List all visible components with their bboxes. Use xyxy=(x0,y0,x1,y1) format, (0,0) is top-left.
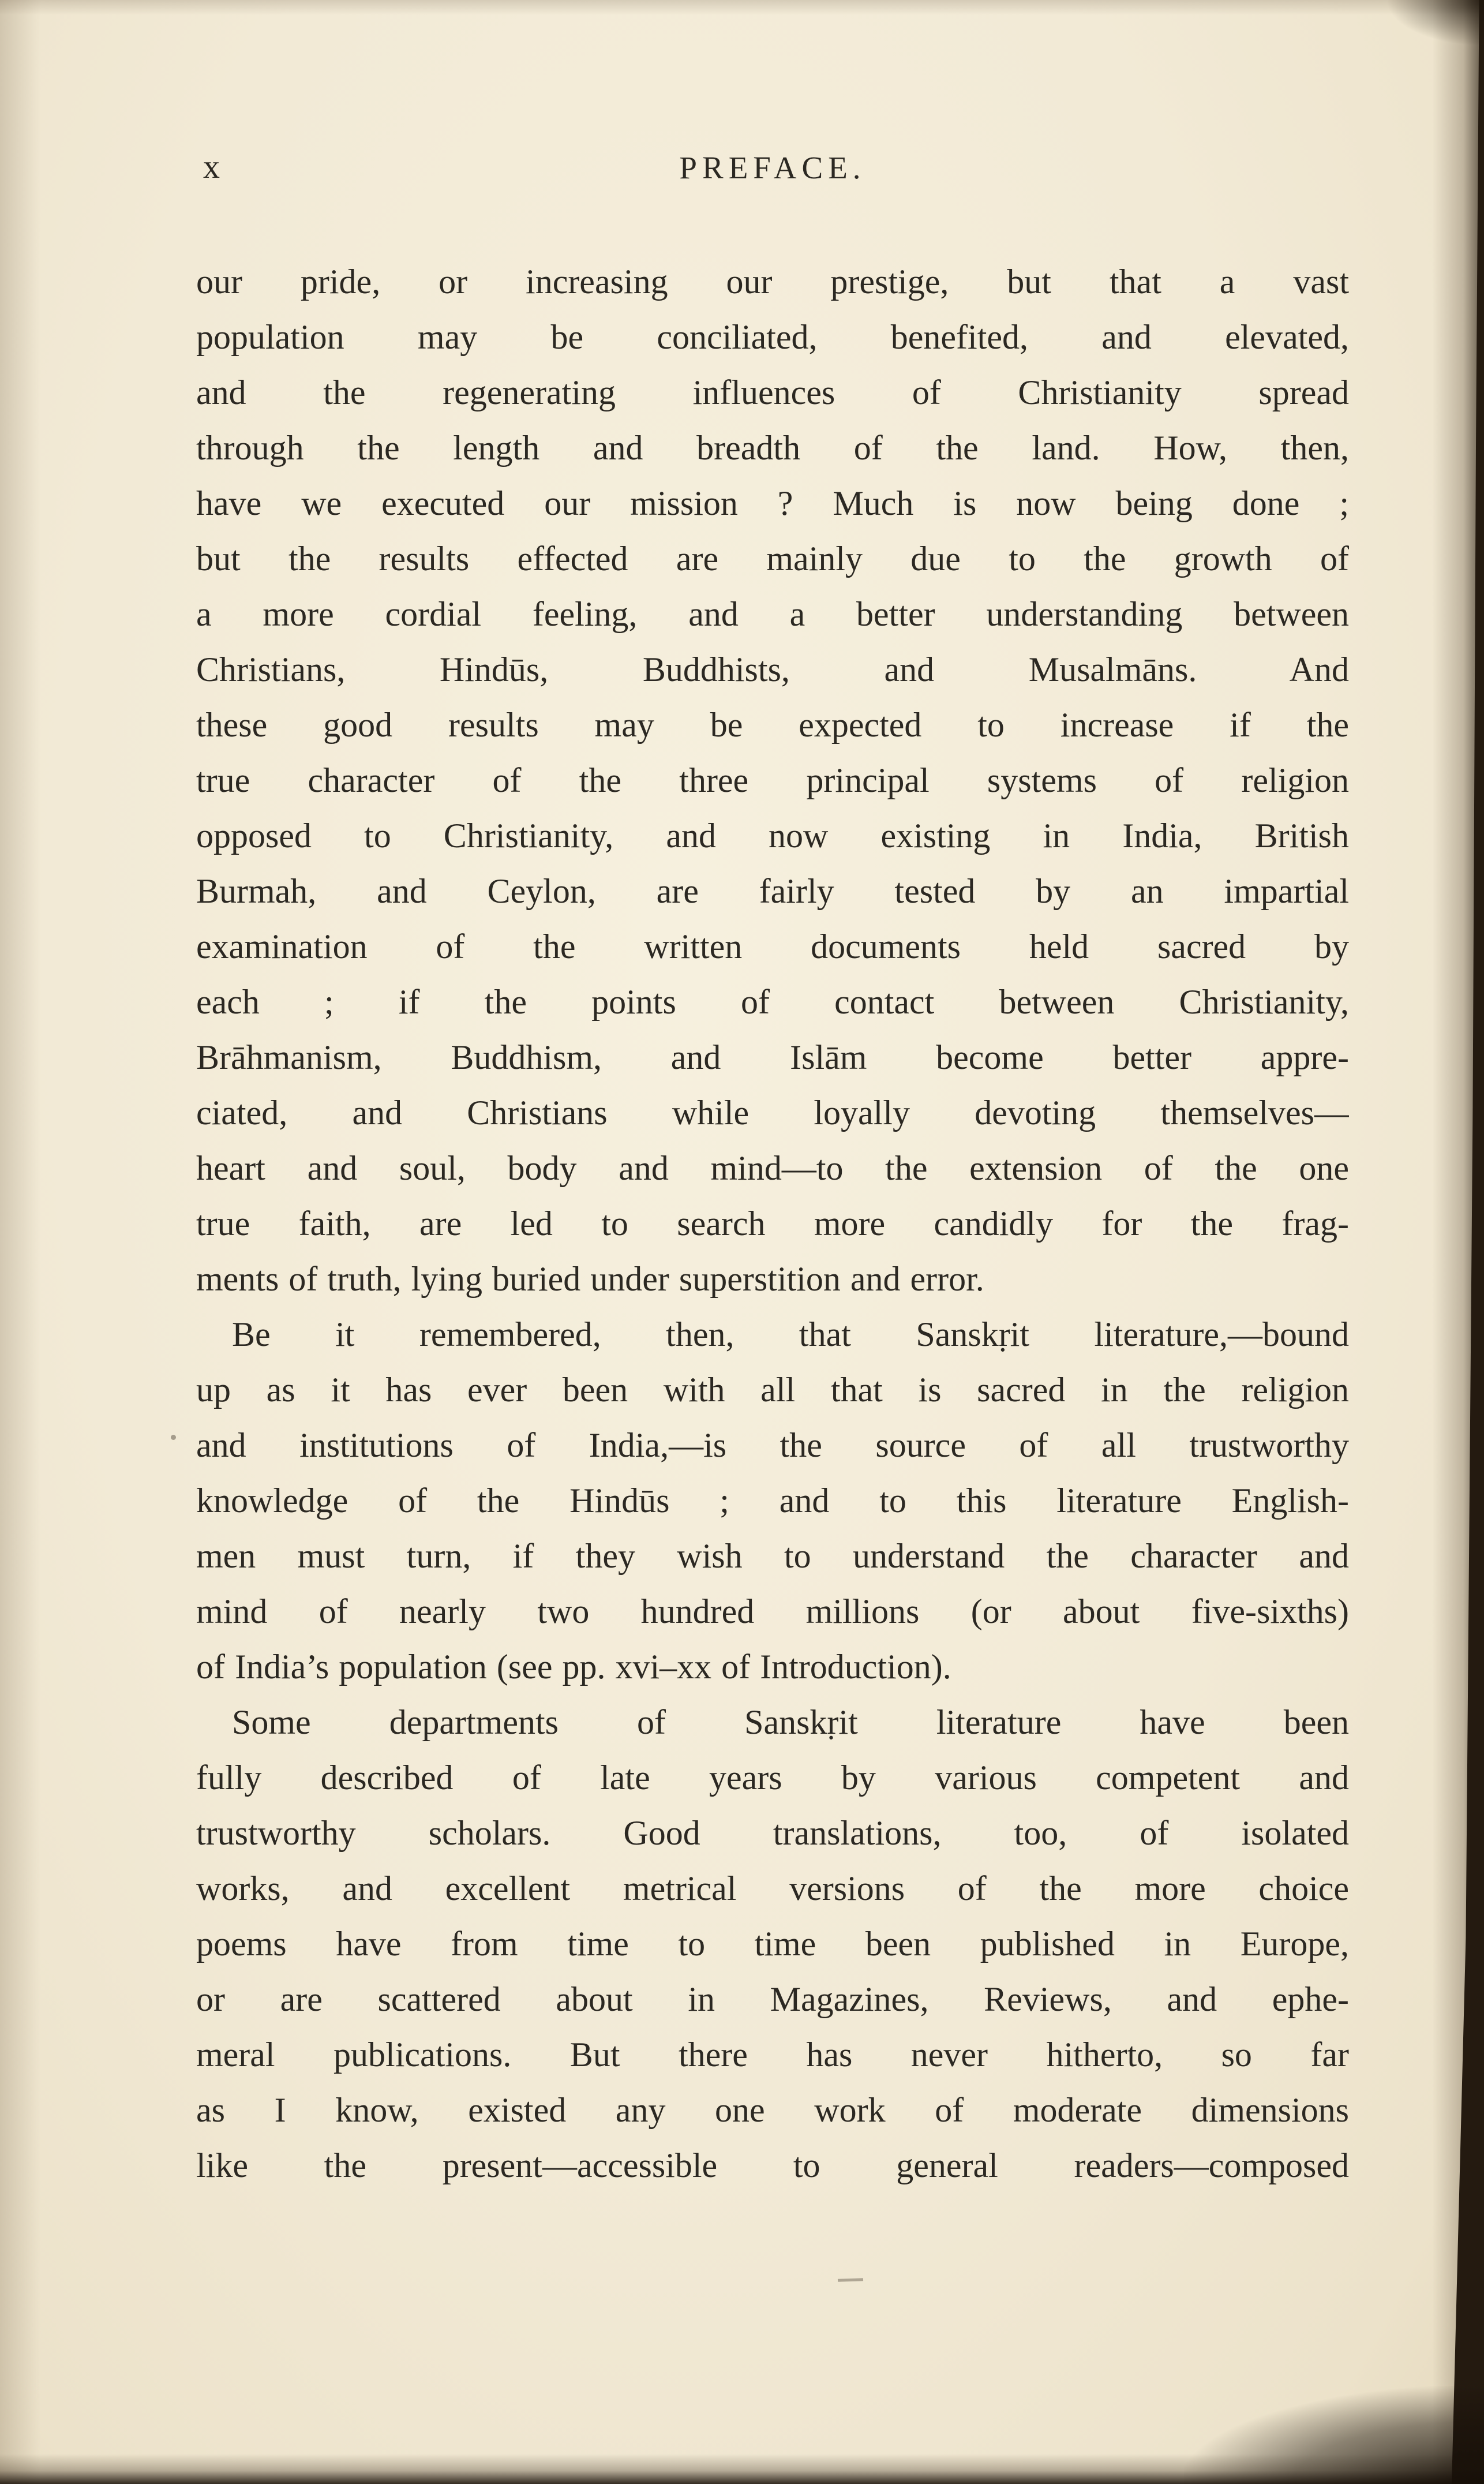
text-line: through the length and breadth of the land. How, then, xyxy=(196,429,1349,467)
text-line: and institutions of India,—is the source of all trustworthy xyxy=(196,1426,1349,1464)
text-line: Some departments of Sanskṛit literature have been xyxy=(232,1703,1349,1741)
body-text xyxy=(196,254,1349,2193)
text-line: have we executed our mission ? Much is now being done ; xyxy=(196,484,1349,522)
text-line: knowledge of the Hindūs ; and to this literature English- xyxy=(196,1482,1349,1520)
text-line: men must turn, if they wish to understand the character and xyxy=(196,1537,1349,1575)
text-line: as I know, existed any one work of moderate dimensions xyxy=(196,2091,1349,2129)
text-line: trustworthy scholars. Good translations, too, of isolated xyxy=(196,1814,1349,1852)
text-line: poems have from time to time been published in Europe, xyxy=(196,1925,1349,1963)
text-line: or are scattered about in Magazines, Reviews, and ephe- xyxy=(196,1980,1349,2018)
text-line: Burmah, and Ceylon, are fairly tested by an impartial xyxy=(196,872,1349,910)
text-line: ments of truth, lying buried under superstition and error. xyxy=(196,1260,984,1298)
text-line: true character of the three principal systems of religion xyxy=(196,761,1349,799)
text-line: of India’s population (see pp. xvi–xx of Introduction). xyxy=(196,1648,951,1686)
text-line: a more cordial feeling, and a better understanding between xyxy=(196,595,1349,633)
text-line: examination of the written documents held sacred by xyxy=(196,927,1349,966)
text-line: works, and excellent metrical versions of the more choice xyxy=(196,1869,1349,1907)
page-edge-shadow-right xyxy=(1432,0,1484,2484)
text-line: heart and soul, body and mind—to the extension of the one xyxy=(196,1149,1349,1187)
text-line: fully described of late years by various competent and xyxy=(196,1759,1349,1797)
text-line: meral publications. But there has never hitherto, so far xyxy=(196,2036,1349,2074)
text-block xyxy=(196,144,1349,2193)
page-corner-shadow-bottom-right xyxy=(1184,2386,1484,2484)
text-line: each ; if the points of contact between Christianity, xyxy=(196,983,1349,1021)
text-line: like the present—accessible to general readers—composed xyxy=(196,2146,1349,2184)
text-line: Christians, Hindūs, Buddhists, and Musalmāns. And xyxy=(196,650,1349,689)
page-edge-shadow-top xyxy=(0,0,1484,15)
text-line: Brāhmanism, Buddhism, and Islām become better appre- xyxy=(196,1038,1349,1076)
text-line: and the regenerating influences of Christianity spread xyxy=(196,373,1349,411)
text-line: our pride, or increasing our prestige, but that a vast xyxy=(196,263,1349,301)
scan-speck-dash xyxy=(838,2278,863,2282)
text-line: but the results effected are mainly due to the growth of xyxy=(196,540,1349,578)
page-number: x xyxy=(203,148,221,185)
page-corner-shadow-top-right xyxy=(1386,0,1484,46)
text-line: up as it has ever been with all that is sacred in the religion xyxy=(196,1371,1349,1409)
page-edge-dark-strip xyxy=(1444,0,1484,2484)
scan-speck-dot xyxy=(171,1435,176,1440)
text-line: true faith, are led to search more candidly for the frag- xyxy=(196,1204,1349,1243)
running-header xyxy=(196,144,1349,187)
text-line: opposed to Christianity, and now existing in India, British xyxy=(196,817,1349,855)
page-edge-shadow-left xyxy=(0,0,40,2484)
text-line: these good results may be expected to increase if the xyxy=(196,706,1349,744)
page-edge-shadow-bottom xyxy=(0,2454,1484,2484)
text-line: population may be conciliated, benefited, and elevated, xyxy=(196,318,1349,356)
page-title: PREFACE. xyxy=(679,150,866,185)
text-line: Be it remembered, then, that Sanskṛit literature,—bound xyxy=(232,1315,1349,1353)
text-line: ciated, and Christians while loyally devoting themselves— xyxy=(196,1094,1349,1132)
text-line: mind of nearly two hundred millions (or about five-sixths) xyxy=(196,1592,1349,1630)
